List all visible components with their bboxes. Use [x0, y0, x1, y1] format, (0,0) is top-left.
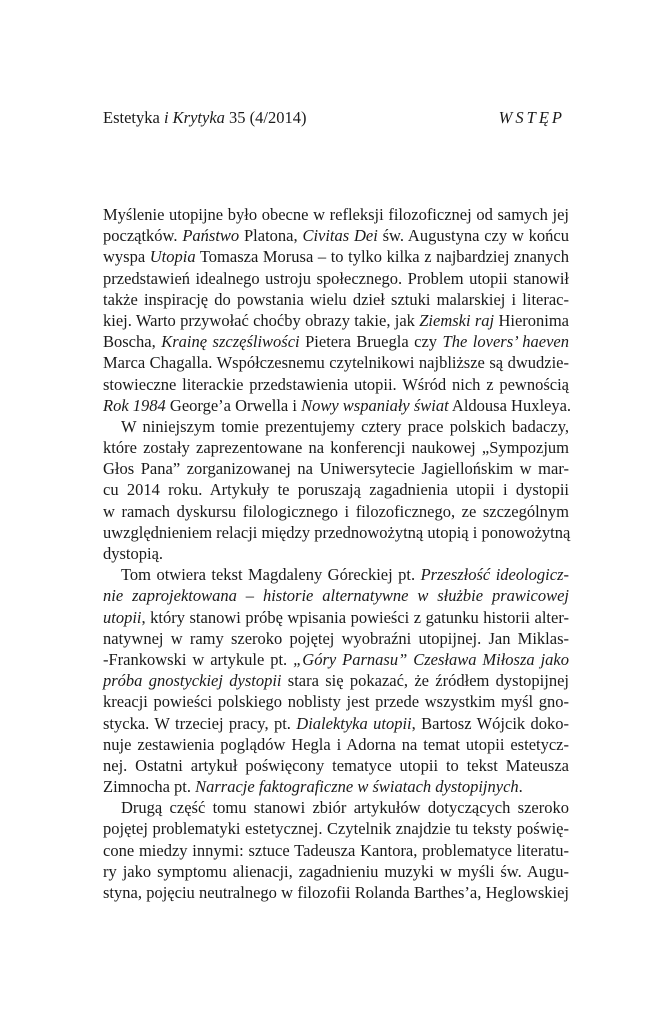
text-segment: cone miedzy innymi: sztuce Tadeusza Kantora, problematyce literatu-	[103, 840, 569, 860]
text-segment: wyspa	[103, 247, 150, 267]
italic-text: Krainę szczęśliwości	[161, 332, 300, 352]
text-line	[103, 501, 569, 522]
italic-text: Narracje faktograficzne w światach dystopijnych	[195, 777, 519, 797]
text-line	[103, 861, 569, 882]
italic-text: Rok 1984	[103, 395, 166, 415]
journal-title-italic-part: Krytyka	[172, 108, 225, 127]
text-segment: natywnej w ramy szeroko pojętej wyobraźni utopijnej. Jan Miklas-	[103, 628, 569, 648]
italic-text: Utopia	[149, 247, 196, 267]
italic-text: Przeszłość ideologicz-	[420, 565, 570, 585]
text-line	[103, 352, 569, 373]
text-line	[103, 713, 569, 734]
text-line	[103, 691, 569, 712]
text-line	[103, 607, 569, 628]
italic-text: utopii	[103, 607, 142, 627]
text-segment: przedstawień idealnego ustroju społecznego. Problem utopii stanowił	[103, 268, 569, 288]
italic-text: Civitas Dei	[302, 226, 378, 246]
text-segment: .	[518, 777, 523, 797]
text-line	[103, 776, 569, 797]
italic-text: próba gnostyckiej dystopii	[103, 671, 282, 691]
text-line	[103, 331, 569, 352]
text-segment: stara się pokazać, że źródłem dystopijnej	[281, 671, 569, 691]
text-segment: Tom otwiera tekst Magdaleny Góreckiej pt.	[121, 565, 421, 585]
text-line	[103, 564, 569, 585]
text-line	[103, 225, 569, 246]
text-segment: Pietera Bruegla czy	[299, 332, 443, 352]
text-segment: św. Augustyna czy w końcu	[377, 226, 569, 246]
italic-text: nie zaprojektowana – historie alternatywne w służbie prawicowej	[103, 586, 569, 606]
text-segment: George’a Orwella i	[165, 395, 302, 415]
text-segment: W niniejszym tomie prezentujemy cztery prace polskich badaczy,	[121, 416, 569, 436]
text-line	[103, 310, 569, 331]
journal-citation	[103, 108, 306, 128]
text-segment: Platona,	[239, 226, 303, 246]
text-line	[103, 585, 569, 606]
text-line	[103, 670, 569, 691]
text-line	[103, 479, 569, 500]
text-segment: Głos Pana” zorganizowanej na Uniwersytecie Jagiellońskim w mar-	[103, 459, 569, 479]
journal-title-part: Estetyka	[103, 108, 164, 127]
text-segment: Drugą część tomu stanowi zbiór artykułów dotyczących szeroko	[121, 798, 569, 818]
text-segment: Myślenie utopijne było obecne w refleksji filozoficznej od samych jej	[103, 205, 569, 224]
section-title: WSTĘP	[498, 108, 565, 127]
text-segment: Tomasza Morusa – to tylko kilka z najbardziej znanych	[195, 247, 569, 267]
italic-text: „Góry Parnasu” Czesława Miłosza jako	[293, 649, 569, 669]
text-line	[103, 755, 569, 776]
text-line	[103, 437, 569, 458]
text-segment: kreacji powieści polskiego noblisty jest przede wszystkim myśl gno-	[103, 692, 569, 712]
text-line	[103, 268, 569, 289]
text-line	[103, 628, 569, 649]
text-segment: początków.	[103, 226, 183, 246]
italic-text: The lovers’ haeven	[442, 332, 569, 352]
text-line	[103, 797, 569, 818]
journal-issue: 35 (4/2014)	[224, 108, 307, 127]
text-segment: cu 2014 roku. Artykuły te poruszają zagadnienia utopii i dystopii	[103, 480, 569, 500]
text-segment: w ramach dyskursu filologicznego i filozoficznego, ze szczególnym	[103, 501, 569, 521]
text-segment: stowieczne literackie przedstawienia utopii. Wśród nich z pewnością	[103, 374, 569, 394]
italic-text: Dialektyka utopii	[296, 713, 412, 733]
text-line	[103, 204, 569, 225]
text-segment: Marca Chagalla. Współczesnemu czytelnikowi najbliższe są dwudzie-	[103, 353, 569, 373]
text-segment: styna, pojęciu neutralnego w filozofii Rolanda Barthes’a, Heglowskiej	[103, 883, 569, 902]
text-line	[103, 543, 569, 564]
text-line	[103, 395, 572, 416]
text-segment: uwzględnieniem relacji między przednowożytną utopią i ponowożytną	[103, 522, 571, 542]
text-line	[103, 289, 569, 310]
text-line	[103, 882, 569, 903]
text-segment: Hieronima	[494, 310, 570, 330]
text-line	[103, 734, 569, 755]
text-segment: także inspirację do powstania wielu dzieł sztuki malarskiej i literac-	[103, 289, 569, 309]
text-segment: Aldousa Huxleya.	[448, 395, 572, 415]
journal-title-italic-part: i	[163, 108, 169, 127]
text-line	[103, 840, 569, 861]
text-segment: które zostały zaprezentowane na konferencji naukowej „Sympozjum	[103, 438, 569, 458]
italic-text: Nowy wspaniały świat	[301, 395, 449, 415]
text-line	[103, 522, 569, 543]
text-line	[103, 416, 569, 437]
text-line	[103, 246, 569, 267]
italic-text: Państwo	[182, 226, 240, 246]
text-segment: , Bartosz Wójcik doko-	[411, 713, 570, 733]
text-segment: nuje zestawienia poglądów Hegla i Adorna na temat utopii estetycz-	[103, 734, 569, 754]
text-segment: nej. Ostatni artykuł poświęcony tematyce utopii to tekst Mateusza	[103, 755, 569, 775]
text-segment: pojętej problematyki estetycznej. Czytelnik znajdzie tu teksty poświę-	[103, 819, 569, 839]
italic-text: Ziemski raj	[419, 310, 495, 330]
text-segment: kiej. Warto przywołać choćby obrazy takie, jak	[103, 310, 420, 330]
text-line	[103, 458, 569, 479]
text-segment: Boscha,	[103, 332, 162, 352]
text-line	[103, 649, 569, 670]
text-segment: ry jako symptomu alienacji, zagadnieniu muzyki w myśli św. Augu-	[103, 861, 569, 881]
text-segment: -Frankowski w artykule pt.	[103, 649, 294, 669]
text-line	[103, 818, 569, 839]
text-segment: stycka. W trzeciej pracy, pt.	[103, 713, 297, 733]
text-line	[103, 374, 569, 395]
text-segment: , który stanowi próbę wpisania powieści z gatunku historii alter-	[141, 607, 569, 627]
body-text	[103, 204, 572, 903]
text-segment: Zimnocha pt.	[103, 777, 196, 797]
text-segment: dystopią.	[103, 544, 164, 563]
